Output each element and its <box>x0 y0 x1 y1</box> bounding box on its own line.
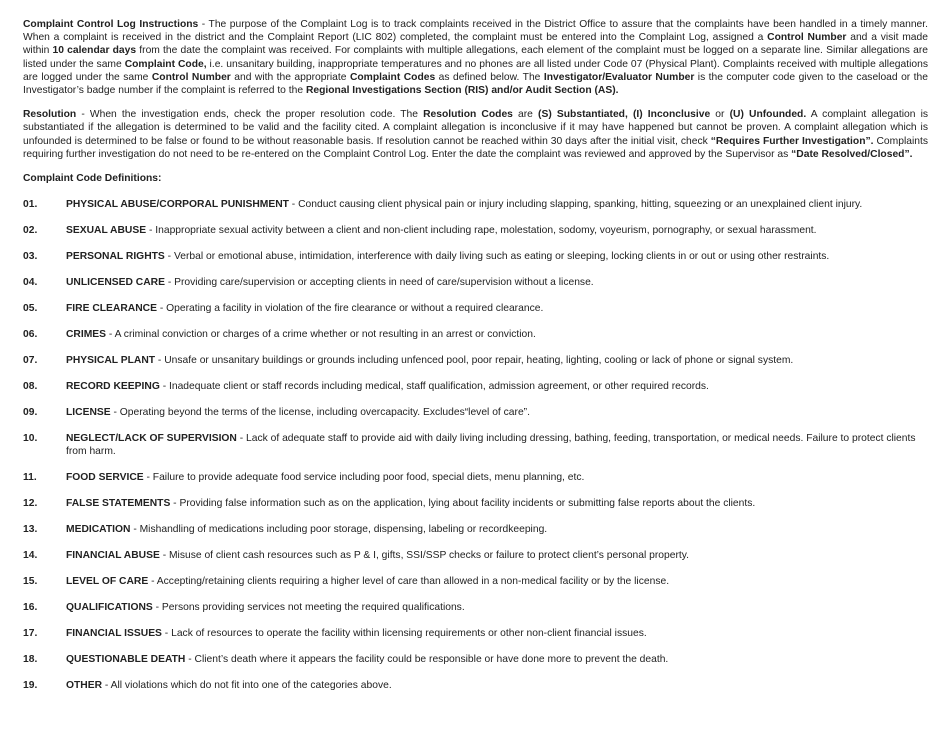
definition-description: - Conduct causing client physical pain or injury including slapping, spanking, hitting, squeezing or an unexplained client injury. <box>288 199 863 211</box>
emphasized-text: “Date Resolved/Closed”. <box>791 148 913 160</box>
body-text: - The purpose of the Complaint Log is to track complaints received in the District Office to assure that the complaints have been handled in a timely manner. When a complaint is received in the district and the Complaint Report (LIC 802) completed, the complaint must be entered into the Complaint Log, assigned a <box>23 19 928 44</box>
definition-code: 09. <box>23 407 38 419</box>
body-text: Complaints requiring further investigation do not need to be re-entered on the Complaint Control Log. Enter the date the complaint was reviewed and approved by the Supervisor as <box>23 135 928 160</box>
definition-code: 06. <box>23 329 38 341</box>
definition-description: - Unsafe or unsanitary buildings or grounds including unfenced pool, poor repair, heating, lighting, cooling or lack of phone or signal system. <box>155 355 794 367</box>
emphasized-text: Control Number <box>767 32 847 44</box>
definition-code: 08. <box>23 381 38 393</box>
definition-term: MEDICATION <box>66 524 131 536</box>
definition-text <box>66 679 928 692</box>
definition-term: QUALIFICATIONS <box>66 602 153 614</box>
definition-term: LICENSE <box>66 407 111 419</box>
emphasized-text: Investigator/Evaluator Number <box>543 71 695 83</box>
definition-code: 14. <box>23 550 38 562</box>
definition-text <box>66 198 928 211</box>
emphasized-text: 10 calendar days <box>52 45 137 57</box>
body-text: and a visit made within <box>23 32 928 57</box>
body-text: A complaint allegation is substantiated if the allegation is determined to be valid and the facility cited. A complaint allegation is inconclusive if it may have happened but cannot be proven. A complaint allegation which is unfounded is determined to be false or found to be without reasonable basis. If resolution cannot be reached within 30 days after the initial visit, check <box>23 109 929 147</box>
definition-term: NEGLECT/LACK OF SUPERVISION <box>66 433 237 445</box>
definition-text <box>66 406 928 419</box>
definition-description: - Operating beyond the terms of the license, including overcapacity. Excludes“level of care”. <box>110 407 530 419</box>
definition-term: PERSONAL RIGHTS <box>66 251 165 263</box>
definition-code: 13. <box>23 524 38 536</box>
definition-text <box>66 627 928 640</box>
definition-description: - Persons providing services not meeting the required qualifications. <box>152 602 465 614</box>
definition-item <box>23 471 928 484</box>
definition-description: - Inadequate client or staff records including medical, staff qualification, admission agreement, or other required records. <box>159 381 709 393</box>
body-text: is the computer code given to the caseload or the Investigator’s badge number if the complaint is referred to the <box>23 71 928 97</box>
definition-code: 12. <box>23 498 38 510</box>
definition-code: 04. <box>23 277 38 289</box>
emphasized-text: Complaint Code, <box>124 58 207 70</box>
definition-item <box>23 250 928 263</box>
emphasized-text: Control Number <box>151 71 231 83</box>
definition-term: UNLICENSED CARE <box>66 277 165 289</box>
definition-code: 11. <box>23 472 37 484</box>
definition-text <box>66 380 928 393</box>
definition-item <box>23 302 928 315</box>
definition-term: OTHER <box>66 680 103 692</box>
definition-description: - Lack of resources to operate the facility within licensing requirements or other non-client financial issues. <box>161 628 647 640</box>
body-text: i.e. unsanitary building, inappropriate temperatures and no phones are all listed under Code 07 (Physical Plant). Complaints received with multiple allegations are logged under the same <box>23 58 928 83</box>
definition-description: - Client’s death where it appears the facility could be responsible or have done more to prevent the death. <box>185 654 669 666</box>
definition-text <box>66 575 928 588</box>
definition-term: FINANCIAL ISSUES <box>66 628 162 640</box>
definition-code: 07. <box>23 355 38 367</box>
definition-code: 15. <box>23 576 38 588</box>
definition-term: CRIMES <box>66 329 107 341</box>
definitions-list <box>23 198 928 692</box>
definition-description: - Inappropriate sexual activity between a client and non-client including rape, molestation, sodomy, voyeurism, pornography, or sexual harassment. <box>146 225 817 237</box>
definition-item <box>23 601 928 614</box>
definition-text <box>66 302 928 315</box>
definition-term: FIRE CLEARANCE <box>66 303 157 315</box>
definition-description: - Failure to provide adequate food service including poor food, special diets, menu planning, etc. <box>143 472 585 484</box>
definition-item <box>23 406 928 419</box>
definition-description: - Accepting/retaining clients requiring a higher level of care than allowed in a non-medical facility or by the license. <box>148 576 670 588</box>
definition-item <box>23 627 928 640</box>
definition-text <box>66 432 928 458</box>
definition-code: 02. <box>23 225 38 237</box>
instructions-body <box>23 19 928 96</box>
definition-item <box>23 575 928 588</box>
definition-text <box>66 276 928 289</box>
definition-text <box>66 328 928 341</box>
definition-item <box>23 328 928 341</box>
instructions-paragraph <box>23 18 928 97</box>
emphasized-text: (U) Unfounded. <box>729 109 807 121</box>
definition-code: 10. <box>23 433 38 445</box>
definition-text <box>66 250 928 263</box>
body-text: as defined below. The <box>435 71 544 83</box>
emphasized-text: “Requires Further Investigation”. <box>710 135 874 147</box>
definition-description: - Providing false information such as on the application, lying about facility incidents or submitting false reports about the clients. <box>170 498 756 510</box>
definition-code: 01. <box>23 199 38 211</box>
definition-code: 05. <box>23 303 38 315</box>
emphasized-text: Complaint Codes <box>349 71 436 83</box>
definition-term: QUESTIONABLE DEATH <box>66 654 186 666</box>
definition-text <box>66 471 928 484</box>
emphasized-text: (S) Substantiated, (I) Inconclusive <box>538 109 711 121</box>
definition-code: 16. <box>23 602 38 614</box>
definition-text <box>66 653 928 666</box>
definition-code: 19. <box>23 680 38 692</box>
definition-description: - All violations which do not fit into one of the categories above. <box>102 680 392 692</box>
definition-text <box>66 497 928 510</box>
body-text: - When the investigation ends, check the proper resolution code. The <box>76 109 424 121</box>
definition-text <box>66 523 928 536</box>
definition-description: - Mishandling of medications including poor storage, dispensing, labeling or recordkeeping. <box>130 524 548 536</box>
definition-term: PHYSICAL PLANT <box>66 355 156 367</box>
definition-description: - Misuse of client cash resources such as P & I, gifts, SSI/SSP checks or failure to protect client’s personal property. <box>159 550 690 562</box>
definition-item <box>23 198 928 211</box>
definition-description: - A criminal conviction or charges of a crime whether or not resulting in an arrest or conviction. <box>106 329 536 341</box>
definition-description: - Lack of adequate staff to provide aid with daily living including dressing, bathing, feeding, transportation, or medical needs. Failure to protect clients from harm. <box>66 433 916 458</box>
definition-item <box>23 679 928 692</box>
definition-term: SEXUAL ABUSE <box>66 225 147 237</box>
body-text: are <box>512 109 539 121</box>
definition-code: 03. <box>23 251 38 263</box>
definition-text <box>66 354 928 367</box>
definition-description: - Operating a facility in violation of the fire clearance or without a required clearance. <box>156 303 544 315</box>
definition-item <box>23 354 928 367</box>
resolution-body <box>23 109 928 160</box>
definition-item <box>23 549 928 562</box>
definition-code: 18. <box>23 654 38 666</box>
definition-item <box>23 653 928 666</box>
definition-item <box>23 276 928 289</box>
resolution-heading: Resolution <box>23 109 77 121</box>
definition-term: FINANCIAL ABUSE <box>66 550 160 562</box>
body-text: or <box>710 109 730 121</box>
definition-term: PHYSICAL ABUSE/CORPORAL PUNISHMENT <box>66 199 289 211</box>
emphasized-text: Resolution Codes <box>423 109 513 121</box>
definition-description: - Verbal or emotional abuse, intimidation, interference with daily living such as eating or sleeping, locking clients in or out or using other restraints. <box>164 251 830 263</box>
instructions-heading: Complaint Control Log Instructions <box>23 19 199 30</box>
definition-term: FOOD SERVICE <box>66 472 144 484</box>
body-text: from the date the complaint was received. For complaints with multiple allegations, each element of the complaint must be logged on a separate line. Similar allegations are listed under the same <box>23 45 928 70</box>
definition-code: 17. <box>23 628 38 640</box>
definition-item <box>23 380 928 393</box>
definition-item <box>23 224 928 237</box>
definition-term: LEVEL OF CARE <box>66 576 149 588</box>
body-text: and with the appropriate <box>230 71 350 83</box>
definition-term: FALSE STATEMENTS <box>66 498 171 510</box>
definition-text <box>66 224 928 237</box>
definition-item <box>23 523 928 536</box>
resolution-paragraph <box>23 108 928 161</box>
emphasized-text: Regional Investigations Section (RIS) and/or Audit Section (AS). <box>305 85 619 97</box>
definition-text <box>66 601 928 614</box>
definition-item <box>23 432 928 458</box>
definitions-heading: Complaint Code Definitions: <box>23 173 162 185</box>
definition-term: RECORD KEEPING <box>66 381 160 393</box>
definition-item <box>23 497 928 510</box>
definition-text <box>66 549 928 562</box>
definition-description: - Providing care/supervision or accepting clients in need of care/supervision without a license. <box>164 277 594 289</box>
